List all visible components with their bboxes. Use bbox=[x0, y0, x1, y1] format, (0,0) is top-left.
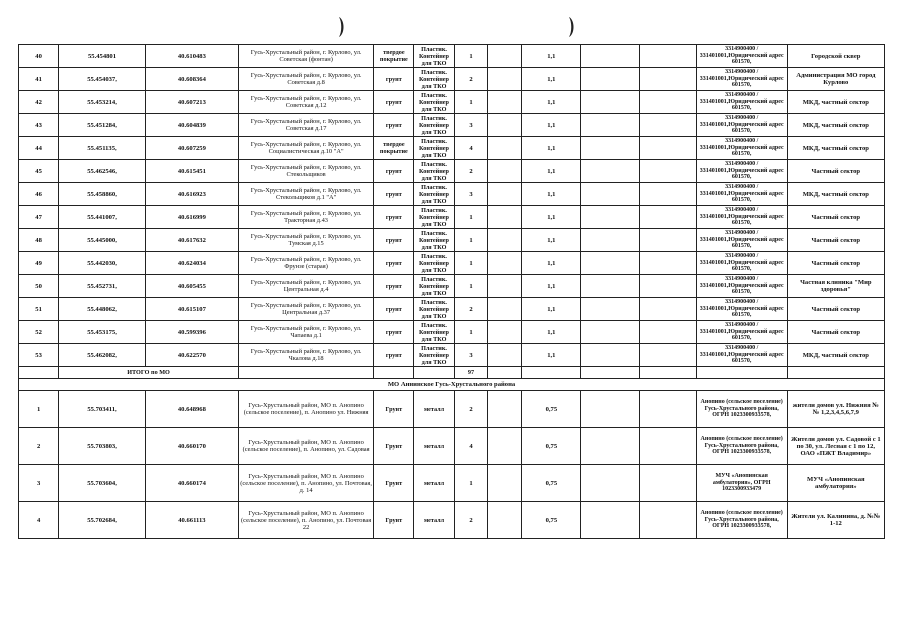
volume-cell: 1,1 bbox=[522, 252, 581, 275]
empty-cell bbox=[639, 160, 696, 183]
container-type-cell: Пластик. Контейнер для ТКО bbox=[414, 229, 454, 252]
volume-cell: 1,1 bbox=[522, 68, 581, 91]
volume-cell: 1,1 bbox=[522, 275, 581, 298]
longitude-cell: 40.624034 bbox=[145, 252, 238, 275]
owner-details-cell: Анопино (сельское поселение) Гусь-Хрустального района, ОГРН 1023300933578, bbox=[696, 502, 787, 539]
owner-details-cell: МУЧ «Анопинская амбулатория», ОГРН 1023300933479 bbox=[696, 465, 787, 502]
empty-cell bbox=[581, 391, 639, 428]
row-number-cell: 43 bbox=[19, 114, 59, 137]
container-count-cell: 1 bbox=[454, 45, 488, 68]
owner-details-cell: Анопино (сельское поселение) Гусь-Хрустального района, ОГРН 1023300933578, bbox=[696, 428, 787, 465]
table-row bbox=[19, 275, 885, 298]
row-number-cell: 52 bbox=[19, 321, 59, 344]
empty-cell bbox=[488, 45, 522, 68]
container-count-cell: 1 bbox=[454, 91, 488, 114]
empty-cell bbox=[581, 160, 639, 183]
address-cell: Гусь-Хрустальный район, г. Курлово, ул. Центральная д.37 bbox=[238, 298, 373, 321]
table-body-total bbox=[19, 367, 885, 391]
empty-cell bbox=[581, 252, 639, 275]
longitude-cell: 40.660174 bbox=[145, 465, 238, 502]
source-note-cell: МКД, частный сектор bbox=[787, 137, 884, 160]
longitude-cell: 40.661113 bbox=[145, 502, 238, 539]
volume-cell: 1,1 bbox=[522, 137, 581, 160]
total-label: ИТОГО по МО bbox=[59, 367, 239, 379]
container-count-cell: 2 bbox=[454, 298, 488, 321]
empty-cell bbox=[488, 206, 522, 229]
address-cell: Гусь-Хрустальный район, г. Курлово, ул. Тумская д.15 bbox=[238, 229, 373, 252]
volume-cell: 1,1 bbox=[522, 160, 581, 183]
row-number-cell: 3 bbox=[19, 465, 59, 502]
empty-cell bbox=[581, 45, 639, 68]
table-row bbox=[19, 45, 885, 68]
container-type-cell: Пластик. Контейнер для ТКО bbox=[414, 114, 454, 137]
row-number-cell: 4 bbox=[19, 502, 59, 539]
container-count-cell: 3 bbox=[454, 114, 488, 137]
address-cell: Гусь-Хрустальный район, г. Курлово, ул. Чкалова д.18 bbox=[238, 344, 373, 367]
volume-cell: 0,75 bbox=[522, 428, 581, 465]
latitude-cell: 55.462082, bbox=[59, 344, 146, 367]
latitude-cell: 55.442030, bbox=[59, 252, 146, 275]
container-type-cell: Пластик. Контейнер для ТКО bbox=[414, 45, 454, 68]
surface-cell: Грунт bbox=[374, 428, 414, 465]
container-type-cell: металл bbox=[414, 465, 454, 502]
latitude-cell: 55.702684, bbox=[59, 502, 146, 539]
empty-cell bbox=[639, 229, 696, 252]
longitude-cell: 40.605455 bbox=[145, 275, 238, 298]
owner-details-cell: 3314900400 / 331401001,Юридический адрес 601570, bbox=[696, 275, 787, 298]
address-cell: Гусь-Хрустальный район, г. Курлово, ул. Центральная д.4 bbox=[238, 275, 373, 298]
owner-details-cell: 3314900400 / 331401001,Юридический адрес 601570, bbox=[696, 298, 787, 321]
volume-cell: 0,75 bbox=[522, 502, 581, 539]
row-number-cell: 2 bbox=[19, 428, 59, 465]
container-count-cell: 2 bbox=[454, 391, 488, 428]
empty-cell bbox=[581, 298, 639, 321]
table-row bbox=[19, 114, 885, 137]
longitude-cell: 40.616923 bbox=[145, 183, 238, 206]
empty-cell bbox=[639, 252, 696, 275]
empty-cell bbox=[581, 206, 639, 229]
latitude-cell: 55.448062, bbox=[59, 298, 146, 321]
owner-details-cell: 3314900400 / 331401001,Юридический адрес 601570, bbox=[696, 321, 787, 344]
empty-cell bbox=[639, 91, 696, 114]
latitude-cell: 55.462546, bbox=[59, 160, 146, 183]
table-row bbox=[19, 183, 885, 206]
container-type-cell: Пластик. Контейнер для ТКО bbox=[414, 68, 454, 91]
volume-cell: 1,1 bbox=[522, 344, 581, 367]
empty-cell bbox=[639, 68, 696, 91]
empty-cell bbox=[639, 275, 696, 298]
table-row bbox=[19, 160, 885, 183]
source-note-cell: Частный сектор bbox=[787, 206, 884, 229]
latitude-cell: 55.453214, bbox=[59, 91, 146, 114]
row-number-cell: 46 bbox=[19, 183, 59, 206]
container-count-cell: 2 bbox=[454, 160, 488, 183]
longitude-cell: 40.608364 bbox=[145, 68, 238, 91]
latitude-cell: 55.454801 bbox=[59, 45, 146, 68]
address-cell: Гусь-Хрустальный район, г. Курлово, ул. Советская д.17 bbox=[238, 114, 373, 137]
owner-details-cell: 3314900400 / 331401001,Юридический адрес 601570, bbox=[696, 344, 787, 367]
volume-cell: 1,1 bbox=[522, 114, 581, 137]
empty-cell bbox=[488, 344, 522, 367]
surface-cell: грунт bbox=[374, 321, 414, 344]
source-note-cell: МКД, частный сектор bbox=[787, 344, 884, 367]
empty-cell bbox=[581, 275, 639, 298]
surface-cell: Грунт bbox=[374, 465, 414, 502]
volume-cell: 1,1 bbox=[522, 45, 581, 68]
surface-cell: твердое покрытие bbox=[374, 137, 414, 160]
empty-cell bbox=[488, 229, 522, 252]
latitude-cell: 55.451135, bbox=[59, 137, 146, 160]
empty-cell bbox=[581, 465, 639, 502]
empty-cell bbox=[488, 321, 522, 344]
empty-cell bbox=[488, 502, 522, 539]
table-row bbox=[19, 229, 885, 252]
empty-cell bbox=[581, 502, 639, 539]
table-row bbox=[19, 206, 885, 229]
longitude-cell: 40.660170 bbox=[145, 428, 238, 465]
longitude-cell: 40.604839 bbox=[145, 114, 238, 137]
container-type-cell: Пластик. Контейнер для ТКО bbox=[414, 91, 454, 114]
source-note-cell: Жители домов ул. Садовой с 1 по 30, ул. Лесная с 1 по 12, ОАО «ПЖТ Владимир» bbox=[787, 428, 884, 465]
surface-cell: грунт bbox=[374, 344, 414, 367]
address-cell: Гусь-Хрустальный район, г. Курлово, ул. Советская д.8 bbox=[238, 68, 373, 91]
container-type-cell: Пластик. Контейнер для ТКО bbox=[414, 275, 454, 298]
container-count-cell: 1 bbox=[454, 252, 488, 275]
empty-cell bbox=[581, 183, 639, 206]
empty-cell bbox=[488, 252, 522, 275]
row-number-cell: 48 bbox=[19, 229, 59, 252]
container-type-cell: Пластик. Контейнер для ТКО bbox=[414, 298, 454, 321]
owner-details-cell: 3314900400 / 331401001,Юридический адрес 601570, bbox=[696, 45, 787, 68]
empty-cell bbox=[581, 91, 639, 114]
table-row bbox=[19, 321, 885, 344]
row-number-cell: 45 bbox=[19, 160, 59, 183]
surface-cell: грунт bbox=[374, 229, 414, 252]
source-note-cell: МУЧ «Анопинская амбулатория» bbox=[787, 465, 884, 502]
surface-cell: Грунт bbox=[374, 502, 414, 539]
container-count-cell: 4 bbox=[454, 137, 488, 160]
container-type-cell: металл bbox=[414, 502, 454, 539]
latitude-cell: 55.451284, bbox=[59, 114, 146, 137]
surface-cell: грунт bbox=[374, 68, 414, 91]
source-note-cell: Городской сквер bbox=[787, 45, 884, 68]
row-number-cell: 42 bbox=[19, 91, 59, 114]
volume-cell: 1,1 bbox=[522, 321, 581, 344]
container-type-cell: Пластик. Контейнер для ТКО bbox=[414, 321, 454, 344]
latitude-cell: 55.458860, bbox=[59, 183, 146, 206]
address-cell: Гусь-Хрустальный район, МО п. Анопино (сельское поселение), п. Анопино ул. Нижняя bbox=[238, 391, 373, 428]
source-note-cell: Частный сектор bbox=[787, 298, 884, 321]
address-cell: Гусь-Хрустальный район, МО п. Анопино (сельское поселение), п. Анопино, ул. Почтовая 22 bbox=[238, 502, 373, 539]
empty-cell bbox=[639, 45, 696, 68]
volume-cell: 0,75 bbox=[522, 465, 581, 502]
address-cell: Гусь-Хрустальный район, г. Курлово, ул. Советская (фонтан) bbox=[238, 45, 373, 68]
empty-cell bbox=[581, 229, 639, 252]
empty-cell bbox=[488, 160, 522, 183]
container-type-cell: Пластик. Контейнер для ТКО bbox=[414, 160, 454, 183]
owner-details-cell: 3314900400 / 331401001,Юридический адрес 601570, bbox=[696, 68, 787, 91]
container-count-cell: 1 bbox=[454, 229, 488, 252]
source-note-cell: Частный сектор bbox=[787, 321, 884, 344]
row-number-cell: 40 bbox=[19, 45, 59, 68]
row-number-cell: 51 bbox=[19, 298, 59, 321]
punch-hole-mark bbox=[560, 16, 578, 38]
container-type-cell: Пластик. Контейнер для ТКО bbox=[414, 206, 454, 229]
address-cell: Гусь-Хрустальный район, г. Курлово, ул. Социалистическая д.10 "А" bbox=[238, 137, 373, 160]
container-type-cell: металл bbox=[414, 428, 454, 465]
surface-cell: твердое покрытие bbox=[374, 45, 414, 68]
source-note-cell: Частный сектор bbox=[787, 229, 884, 252]
longitude-cell: 40.610483 bbox=[145, 45, 238, 68]
container-type-cell: Пластик. Контейнер для ТКО bbox=[414, 252, 454, 275]
volume-cell: 1,1 bbox=[522, 298, 581, 321]
container-count-cell: 1 bbox=[454, 321, 488, 344]
container-type-cell: металл bbox=[414, 391, 454, 428]
empty-cell bbox=[581, 344, 639, 367]
empty-cell bbox=[488, 183, 522, 206]
empty-cell bbox=[639, 321, 696, 344]
longitude-cell: 40.615107 bbox=[145, 298, 238, 321]
table-body-anninskoe bbox=[19, 391, 885, 539]
surface-cell: грунт bbox=[374, 252, 414, 275]
row-number-cell: 53 bbox=[19, 344, 59, 367]
surface-cell: грунт bbox=[374, 91, 414, 114]
source-note-cell: Частный сектор bbox=[787, 160, 884, 183]
latitude-cell: 55.703604, bbox=[59, 465, 146, 502]
source-note-cell: жители домов ул. Нижняя № № 1,2,3,4,5,6,7,9 bbox=[787, 391, 884, 428]
surface-cell: грунт bbox=[374, 114, 414, 137]
table-row bbox=[19, 502, 885, 539]
container-count-cell: 1 bbox=[454, 206, 488, 229]
empty-cell bbox=[488, 391, 522, 428]
table-row bbox=[19, 344, 885, 367]
address-cell: Гусь-Хрустальный район, МО п. Анопино (сельское поселение), п. Анопино, ул. Садовая bbox=[238, 428, 373, 465]
table-row bbox=[19, 428, 885, 465]
table-row bbox=[19, 465, 885, 502]
empty-cell bbox=[639, 137, 696, 160]
row-number-cell: 41 bbox=[19, 68, 59, 91]
owner-details-cell: 3314900400 / 331401001,Юридический адрес 601570, bbox=[696, 137, 787, 160]
volume-cell: 1,1 bbox=[522, 91, 581, 114]
table-row bbox=[19, 391, 885, 428]
empty-cell bbox=[639, 298, 696, 321]
row-number-cell: 49 bbox=[19, 252, 59, 275]
table-row bbox=[19, 137, 885, 160]
section-header-row bbox=[19, 379, 885, 391]
longitude-cell: 40.607259 bbox=[145, 137, 238, 160]
surface-cell: грунт bbox=[374, 206, 414, 229]
row-number-cell: 1 bbox=[19, 391, 59, 428]
latitude-cell: 55.452731, bbox=[59, 275, 146, 298]
container-count-cell: 1 bbox=[454, 275, 488, 298]
volume-cell: 0,75 bbox=[522, 391, 581, 428]
empty-cell bbox=[581, 114, 639, 137]
empty-cell bbox=[639, 465, 696, 502]
surface-cell: грунт bbox=[374, 298, 414, 321]
empty-cell bbox=[639, 183, 696, 206]
address-cell: Гусь-Хрустальный район, г. Курлово, ул. Чапаева д.1 bbox=[238, 321, 373, 344]
owner-details-cell: Анопино (сельское поселение) Гусь-Хрустального района, ОГРН 1023300933578, bbox=[696, 391, 787, 428]
source-note-cell: Частный сектор bbox=[787, 252, 884, 275]
surface-cell: грунт bbox=[374, 183, 414, 206]
longitude-cell: 40.617632 bbox=[145, 229, 238, 252]
empty-cell bbox=[488, 68, 522, 91]
container-count-cell: 3 bbox=[454, 183, 488, 206]
address-cell: Гусь-Хрустальный район, г. Курлово, ул. Советская д.12 bbox=[238, 91, 373, 114]
empty-cell bbox=[581, 68, 639, 91]
source-note-cell: Администрация МО город Курлово bbox=[787, 68, 884, 91]
empty-cell bbox=[488, 91, 522, 114]
total-row bbox=[19, 367, 885, 379]
row-number-cell: 47 bbox=[19, 206, 59, 229]
latitude-cell: 55.453175, bbox=[59, 321, 146, 344]
owner-details-cell: 3314900400 / 331401001,Юридический адрес 601570, bbox=[696, 229, 787, 252]
longitude-cell: 40.622570 bbox=[145, 344, 238, 367]
row-number-cell: 50 bbox=[19, 275, 59, 298]
container-type-cell: Пластик. Контейнер для ТКО bbox=[414, 137, 454, 160]
source-note-cell: Жители ул. Калинина, д. №№ 1-12 bbox=[787, 502, 884, 539]
longitude-cell: 40.616999 bbox=[145, 206, 238, 229]
latitude-cell: 55.703411, bbox=[59, 391, 146, 428]
latitude-cell: 55.703803, bbox=[59, 428, 146, 465]
empty-cell bbox=[488, 298, 522, 321]
latitude-cell: 55.445000, bbox=[59, 229, 146, 252]
owner-details-cell: 3314900400 / 331401001,Юридический адрес 601570, bbox=[696, 206, 787, 229]
address-cell: Гусь-Хрустальный район, г. Курлово, ул. Стекольщиков bbox=[238, 160, 373, 183]
address-cell: Гусь-Хрустальный район, г. Курлово, ул. Тракторная д.43 bbox=[238, 206, 373, 229]
row-number-cell: 44 bbox=[19, 137, 59, 160]
volume-cell: 1,1 bbox=[522, 183, 581, 206]
punch-hole-mark bbox=[330, 16, 348, 38]
empty-cell bbox=[581, 137, 639, 160]
longitude-cell: 40.607213 bbox=[145, 91, 238, 114]
empty-cell bbox=[488, 465, 522, 502]
owner-details-cell: 3314900400 / 331401001,Юридический адрес 601570, bbox=[696, 183, 787, 206]
longitude-cell: 40.615451 bbox=[145, 160, 238, 183]
surface-cell: грунт bbox=[374, 160, 414, 183]
address-cell: Гусь-Хрустальный район, г. Курлово, ул. Стекольщиков д.1 "А" bbox=[238, 183, 373, 206]
container-count-cell: 1 bbox=[454, 465, 488, 502]
surface-cell: Грунт bbox=[374, 391, 414, 428]
owner-details-cell: 3314900400 / 331401001,Юридический адрес 601570, bbox=[696, 160, 787, 183]
section-title: МО Аннинское Гусь-Хрустального района bbox=[19, 379, 885, 391]
empty-cell bbox=[488, 275, 522, 298]
latitude-cell: 55.454037, bbox=[59, 68, 146, 91]
address-cell: Гусь-Хрустальный район, г. Курлово, ул. Фрунзе (старая) bbox=[238, 252, 373, 275]
longitude-cell: 40.648968 bbox=[145, 391, 238, 428]
source-note-cell: МКД, частный сектор bbox=[787, 183, 884, 206]
container-type-cell: Пластик. Контейнер для ТКО bbox=[414, 183, 454, 206]
volume-cell: 1,1 bbox=[522, 229, 581, 252]
container-count-cell: 3 bbox=[454, 344, 488, 367]
owner-details-cell: 3314900400 / 331401001,Юридический адрес 601570, bbox=[696, 252, 787, 275]
owner-details-cell: 3314900400 / 331401001,Юридический адрес 601570, bbox=[696, 91, 787, 114]
surface-cell: грунт bbox=[374, 275, 414, 298]
table-body-kurlovo bbox=[19, 45, 885, 367]
container-count-cell: 4 bbox=[454, 428, 488, 465]
latitude-cell: 55.441007, bbox=[59, 206, 146, 229]
owner-details-cell: 3314900400 / 331401001,Юридический адрес 601570, bbox=[696, 114, 787, 137]
table-row bbox=[19, 68, 885, 91]
empty-cell bbox=[639, 428, 696, 465]
container-count-cell: 2 bbox=[454, 502, 488, 539]
empty-cell bbox=[639, 206, 696, 229]
table-row bbox=[19, 298, 885, 321]
source-note-cell: Частная клиника "Мир здоровья" bbox=[787, 275, 884, 298]
empty-cell bbox=[488, 114, 522, 137]
address-cell: Гусь-Хрустальный район, МО п. Анопино (сельское поселение), п. Анопино, ул. Почтовая, д. 14 bbox=[238, 465, 373, 502]
source-note-cell: МКД, частный сектор bbox=[787, 91, 884, 114]
empty-cell bbox=[639, 114, 696, 137]
source-note-cell: МКД, частный сектор bbox=[787, 114, 884, 137]
table-row bbox=[19, 252, 885, 275]
empty-cell bbox=[488, 428, 522, 465]
empty-cell bbox=[639, 344, 696, 367]
table-row bbox=[19, 91, 885, 114]
waste-sites-table bbox=[18, 44, 885, 539]
empty-cell bbox=[488, 137, 522, 160]
total-value: 97 bbox=[454, 367, 488, 379]
volume-cell: 1,1 bbox=[522, 206, 581, 229]
empty-cell bbox=[581, 321, 639, 344]
longitude-cell: 40.599396 bbox=[145, 321, 238, 344]
empty-cell bbox=[639, 391, 696, 428]
container-type-cell: Пластик. Контейнер для ТКО bbox=[414, 344, 454, 367]
empty-cell bbox=[639, 502, 696, 539]
container-count-cell: 2 bbox=[454, 68, 488, 91]
empty-cell bbox=[581, 428, 639, 465]
